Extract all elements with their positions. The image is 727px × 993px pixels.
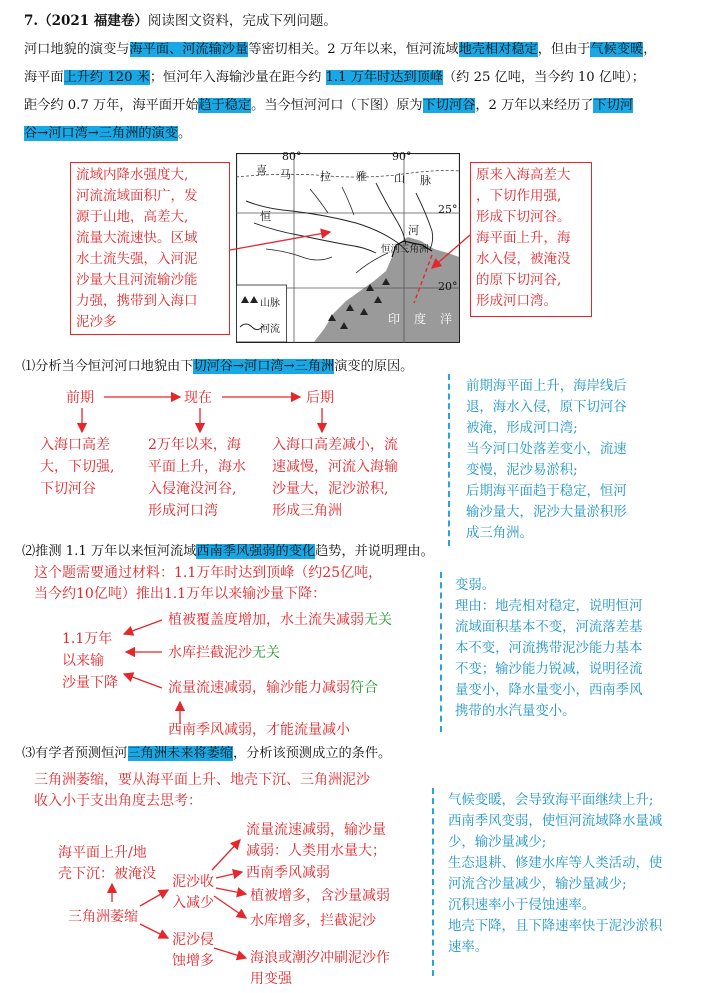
q3-center: 三角洲萎缩: [68, 909, 138, 925]
q3-reason-1: 流量流速减弱，输沙量 减弱：人类用水量大；: [246, 822, 386, 859]
intro-line-4: 谷→河口湾→三角洲的演变。: [24, 126, 192, 141]
highlight: 气候变暖: [590, 42, 644, 57]
highlight: 1.1 万年时达到顶峰: [325, 70, 443, 85]
q3-income: 泥沙收 入减少: [172, 874, 214, 911]
q2-answer-divider: [440, 572, 442, 732]
left-note-box: 流域内降水强度大, 河流流域面积广，发 源于山地，高差大, 流量大流速快。区域 水土流失强，入河泥 沙量大且河流输沙能 力强，携带到入海口 泥沙多: [70, 162, 230, 335]
highlight: 切河谷→河口湾→三角洲: [193, 359, 335, 374]
q1-now-label: 现在: [184, 390, 212, 406]
q2-center: 1.1万年 以来输 沙量下降: [62, 631, 118, 691]
map-river-label-he: 河: [408, 224, 419, 237]
highlight: 三角洲未来将萎缩: [127, 746, 233, 761]
q3-erosion: 泥沙侵 蚀增多: [172, 932, 214, 969]
q3-stem: ⑶有学者预测恒河三角洲未来将萎缩，分析该预测成立的条件。: [22, 746, 392, 761]
highlight: 谷→河口湾→三角洲的演变: [24, 126, 178, 141]
q1-now-desc: 2万年以来，海 平面上升，海水 入侵淹没河谷, 形成河口湾: [148, 437, 246, 519]
highlight: 下切河: [593, 98, 634, 113]
map-lat-20: 20°: [438, 280, 458, 293]
highlight: 地壳相对稳定: [458, 42, 538, 57]
map-lon-90: 90°: [392, 150, 412, 163]
q3-answer: 气候变暖，会导致海平面继续上升; 西南季风变弱，使恒河流域降水量减 少，输沙量减少; 生态退耕、修建水库等人类活动，使 河流含沙量减少，输沙量减少; 沉积速率小于侵蚀速率。 地壳下降，且下降速率快于泥沙淤积 速率。: [448, 793, 663, 955]
map-delta-label: 恒河三角洲: [381, 244, 429, 255]
q1-answer: 前期海平面上升，海岸线后 退，海水入侵，原下切河谷 被淹，形成河口湾; 当今河口处落差变小，流速 变慢，泥沙易淤积; 后期海平面趋于稳定，恒河 输沙量大，泥沙大量淤积形 成三角洲。: [466, 379, 627, 541]
right-note-box: 原来入海高差大 ，下切作用强, 形成下切河谷。 海平面上升，海 水入侵，被淹没 的原下切河谷, 形成河口湾。: [470, 162, 592, 317]
map-lon-80: 80°: [282, 150, 302, 163]
q3-reason-3: 植被增多，含沙量减弱: [250, 888, 390, 904]
q3-arrows: [0, 820, 260, 970]
q1-stem: ⑴分析当今恒河河口地貌由下切河谷→河口湾→三角洲演变的原因。: [22, 359, 414, 374]
question-instruction: 阅读图文资料，完成下列问题。: [147, 13, 337, 29]
q3-analysis-intro: 三角洲萎缩，要从海平面上升、地壳下沉、三角洲泥沙 收入小于支出角度去思考：: [34, 772, 370, 809]
map-lat-25: 25°: [438, 203, 458, 216]
q2-cause-2: 水库拦截泥沙无关: [168, 645, 280, 661]
q2-cause-3: 流量流速减弱，输沙能力减弱符合: [168, 680, 378, 696]
q1-answer-divider: [448, 374, 450, 546]
q3-reason-5: 海浪或潮汐冲刷泥沙作 用变强: [250, 950, 390, 987]
q1-late-label: 后期: [306, 390, 334, 406]
q2-cause-1: 植被覆盖度增加，水土流失减弱无关: [168, 612, 392, 628]
map-river-label-heng: 恒: [260, 210, 271, 223]
q3-sea-level: 海平面上升/地 壳下沉：被淹没: [58, 845, 156, 882]
q2-stem: ⑵推测 1.1 万年以来恒河流域西南季风强弱的变化趋势，并说明理由。: [22, 544, 434, 559]
intro-line-3: 距今约 0.7 万年，海平面开始趋于稳定。当今恒河河口（下图）原为下切河谷，2 万年以来经历了下切河: [24, 98, 634, 113]
q2-answer: 变弱。 理由：地壳相对稳定，说明恒河 流域面积基本不变，河流落差基 本不变，河流携带泥沙能力基本 不变；输沙能力锐减，说明径流 量变小，降水量变小，西南季风 携带的水汽量变小。: [455, 578, 643, 719]
q3-reason-4: 水库增多，拦截泥沙: [250, 913, 376, 929]
highlight: 海平面、河流输沙量: [129, 42, 249, 57]
q1-early-label: 前期: [66, 390, 94, 406]
intro-line-2: 海平面上升约 120 米；恒河年入海输沙量在距今约 1.1 万年时达到顶峰（约 25 亿吨，当今约 10 亿吨）；: [24, 70, 645, 85]
question-number: 7.: [24, 13, 39, 29]
intro-line-1: 河口地貌的演变与海平面、河流输沙量等密切相关。2 万年以来，恒河流域地壳相对稳定，但由于气候变暖，: [24, 42, 657, 57]
highlight: 上升约 120 米: [63, 70, 150, 85]
map-legend-river: 河流: [260, 324, 280, 335]
highlight: 西南季风强弱的变化: [196, 544, 316, 559]
highlight: 趋于稳定: [198, 98, 252, 113]
q3-reason-2: 西南季风减弱: [246, 865, 330, 881]
q1-early-desc: 入海口高差 大，下切强, 下切河谷: [40, 437, 115, 497]
map-legend-mountain: 山脉: [260, 298, 280, 309]
q2-bottom: 西南季风减弱，才能流量减小: [168, 722, 350, 738]
highlight: 下切河谷: [422, 98, 476, 113]
q2-analysis-intro: 这个题需要通过材料：1.1万年时达到顶峰（约25亿吨， 当今约10亿吨）推出1.1万年以来输沙量下降：: [34, 565, 383, 602]
q1-late-desc: 入海口高差减小，流 速减慢，河流入海输 沙量大，泥沙淤积, 形成三角洲: [272, 437, 398, 519]
map-ocean-label: 印 度 洋: [388, 312, 453, 326]
q3-answer-divider: [432, 788, 434, 976]
note-arrows: [0, 0, 727, 360]
question-source: （2021 福建卷）: [38, 13, 148, 29]
